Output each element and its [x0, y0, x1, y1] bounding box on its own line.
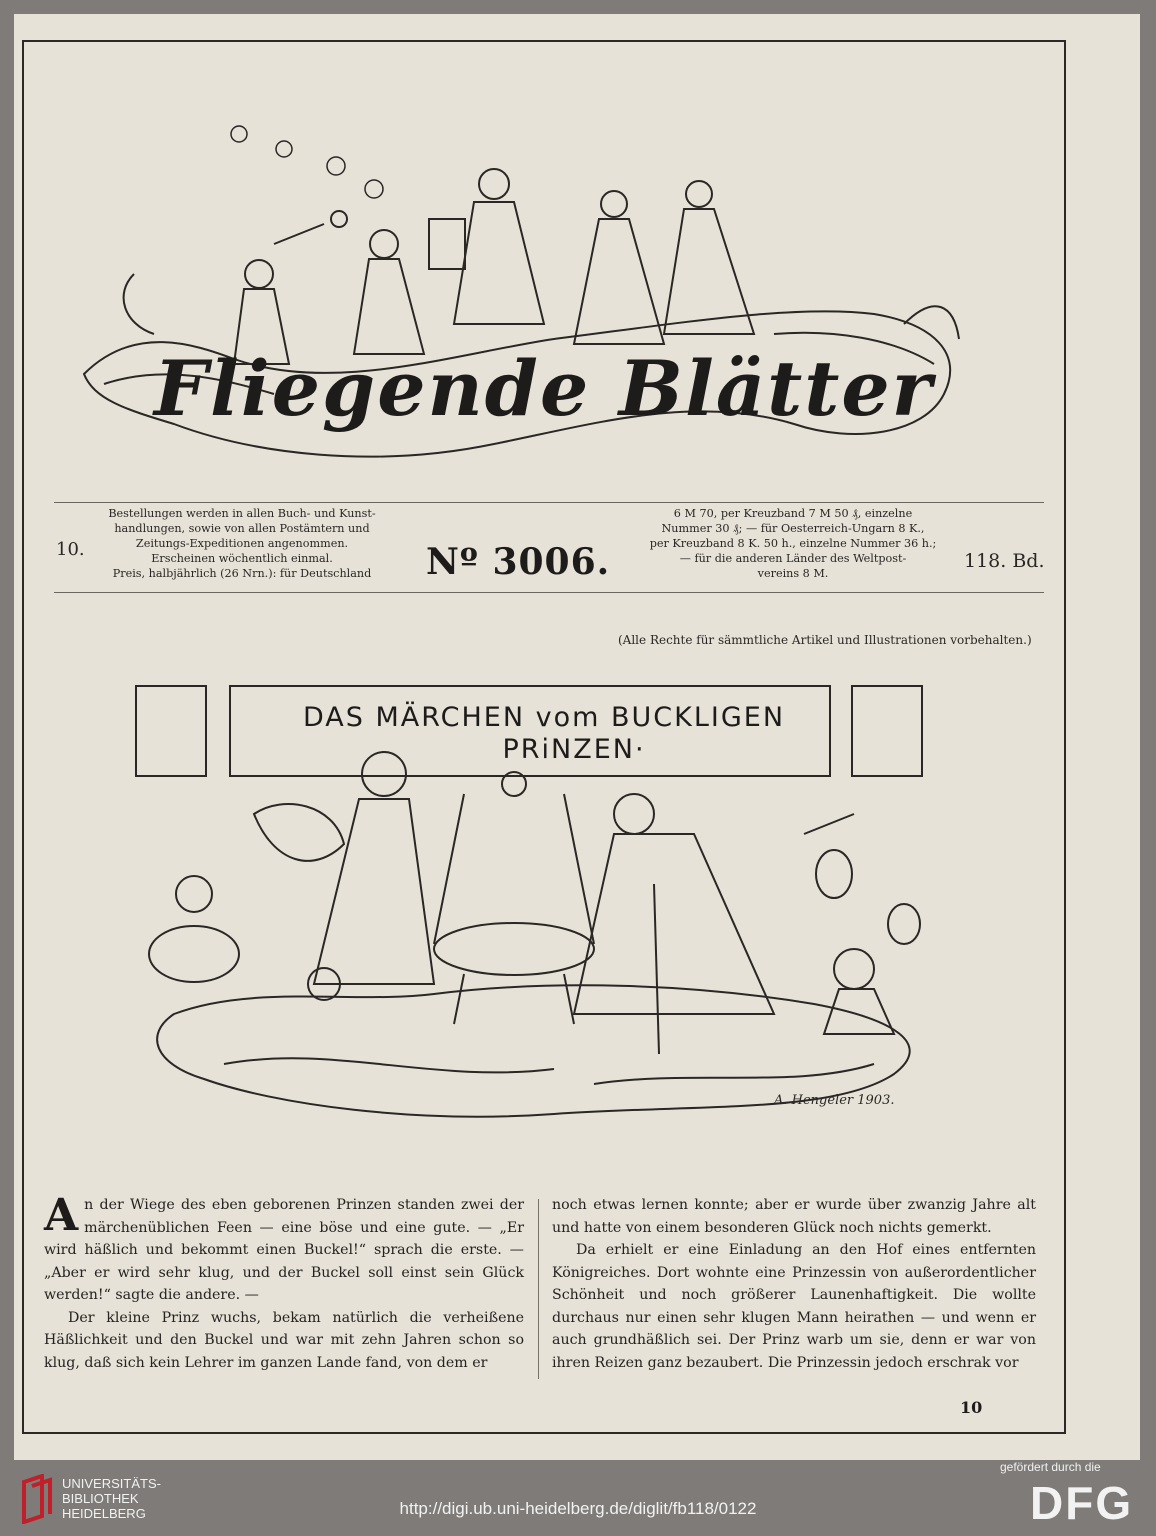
info-line: Erscheinen wöchentlich einmal.	[151, 552, 333, 565]
paragraph: n der Wiege des eben geborenen Prinzen standen zwei der märchenüblichen Feen — eine böse und eine gute. — „Er wird häßlich und bekommt einen Buckel!“ sprach die erste. — „Aber er wird sehr klug, und der Buckel soll einst sein Glück werden!“ sagte die andere. —	[44, 1197, 524, 1303]
cartoon-title-line2: PRiNZEN·	[502, 734, 646, 765]
volume-label: 118. Bd.	[964, 550, 1045, 572]
info-line: vereins 8 M.	[757, 567, 829, 580]
rule-bottom	[54, 592, 1044, 593]
article-column-left	[44, 1190, 524, 1374]
info-line: 6 M 70, per Kreuzband 7 M 50 ₰, einzelne	[673, 507, 913, 520]
library-name: UNIVERSITÄTS- BIBLIOTHEK HEIDELBERG	[62, 1476, 161, 1521]
funder-text: gefördert durch die	[1000, 1460, 1101, 1474]
column-divider	[538, 1199, 539, 1379]
dfg-logo: DFG	[1030, 1477, 1134, 1529]
rule-top	[54, 502, 1044, 503]
info-line: Nummer 30 ₰; — für Oesterreich-Ungarn 8 K.,	[661, 522, 925, 535]
info-line: Bestellungen werden in allen Buch- und Kunst-	[108, 507, 376, 520]
subscription-info-left	[82, 506, 402, 581]
info-line: per Kreuzband 8 K. 50 h., einzelne Nummer 36 h.;	[649, 537, 937, 550]
issue-nr-label: Nº 3006.	[426, 541, 611, 583]
info-line: — für die anderen Länder des Weltpost-	[679, 552, 907, 565]
issue-number: 10.	[56, 539, 85, 560]
masthead-title: Fliegende Blätter	[154, 344, 934, 433]
drop-cap: A	[44, 1190, 79, 1241]
artist-signature: A. Hengeler 1903.	[774, 1093, 895, 1108]
scanned-page	[14, 14, 1140, 1460]
paragraph: noch etwas lernen konnte; aber er wurde über zwanzig Jahre alt und hatte von einem besonderen Glück noch nichts gemerkt.	[552, 1197, 1036, 1236]
paragraph: Da erhielt er eine Einladung an den Hof eines entfernten Königreiches. Dort wohnte eine Prinzessin von außerordentlicher Schönheit und noch größerer Launenhaftigkeit. Die wollte durchaus nur einen sehr klugen Mann heirathen — und wenn er auch grundhäßlich sei. Der Prinz warb um sie, denn er war von ihren Reizen ganz bezaubert. Die Prinzessin jedoch erschrak vor	[552, 1242, 1036, 1371]
paragraph: Der kleine Prinz wuchs, bekam natürlich die verheißene Häßlichkeit und den Buckel und war mit zehn Jahren schon so klug, daß sich kein Lehrer im ganzen Lande fand, von dem er	[44, 1309, 524, 1371]
article-column-right	[552, 1194, 1036, 1374]
rights-notice: (Alle Rechte für sämmtliche Artikel und Illustrationen vorbehalten.)	[618, 633, 1032, 647]
info-line: handlungen, sowie von allen Postämtern und	[114, 522, 370, 535]
subscription-info-right	[618, 506, 968, 581]
info-line: Zeitungs-Expeditionen angenommen.	[135, 537, 349, 550]
cartoon-title	[244, 702, 844, 766]
digital-object-link[interactable]: http://digi.ub.uni-heidelberg.de/diglit/fb118/0122	[399, 1499, 757, 1518]
info-line: Preis, halbjährlich (26 Nrn.): für Deutschland	[112, 567, 372, 580]
page-number: 10	[960, 1398, 983, 1417]
cartoon-title-line1: DAS MÄRCHEN vom BUCKLIGEN	[302, 702, 786, 733]
